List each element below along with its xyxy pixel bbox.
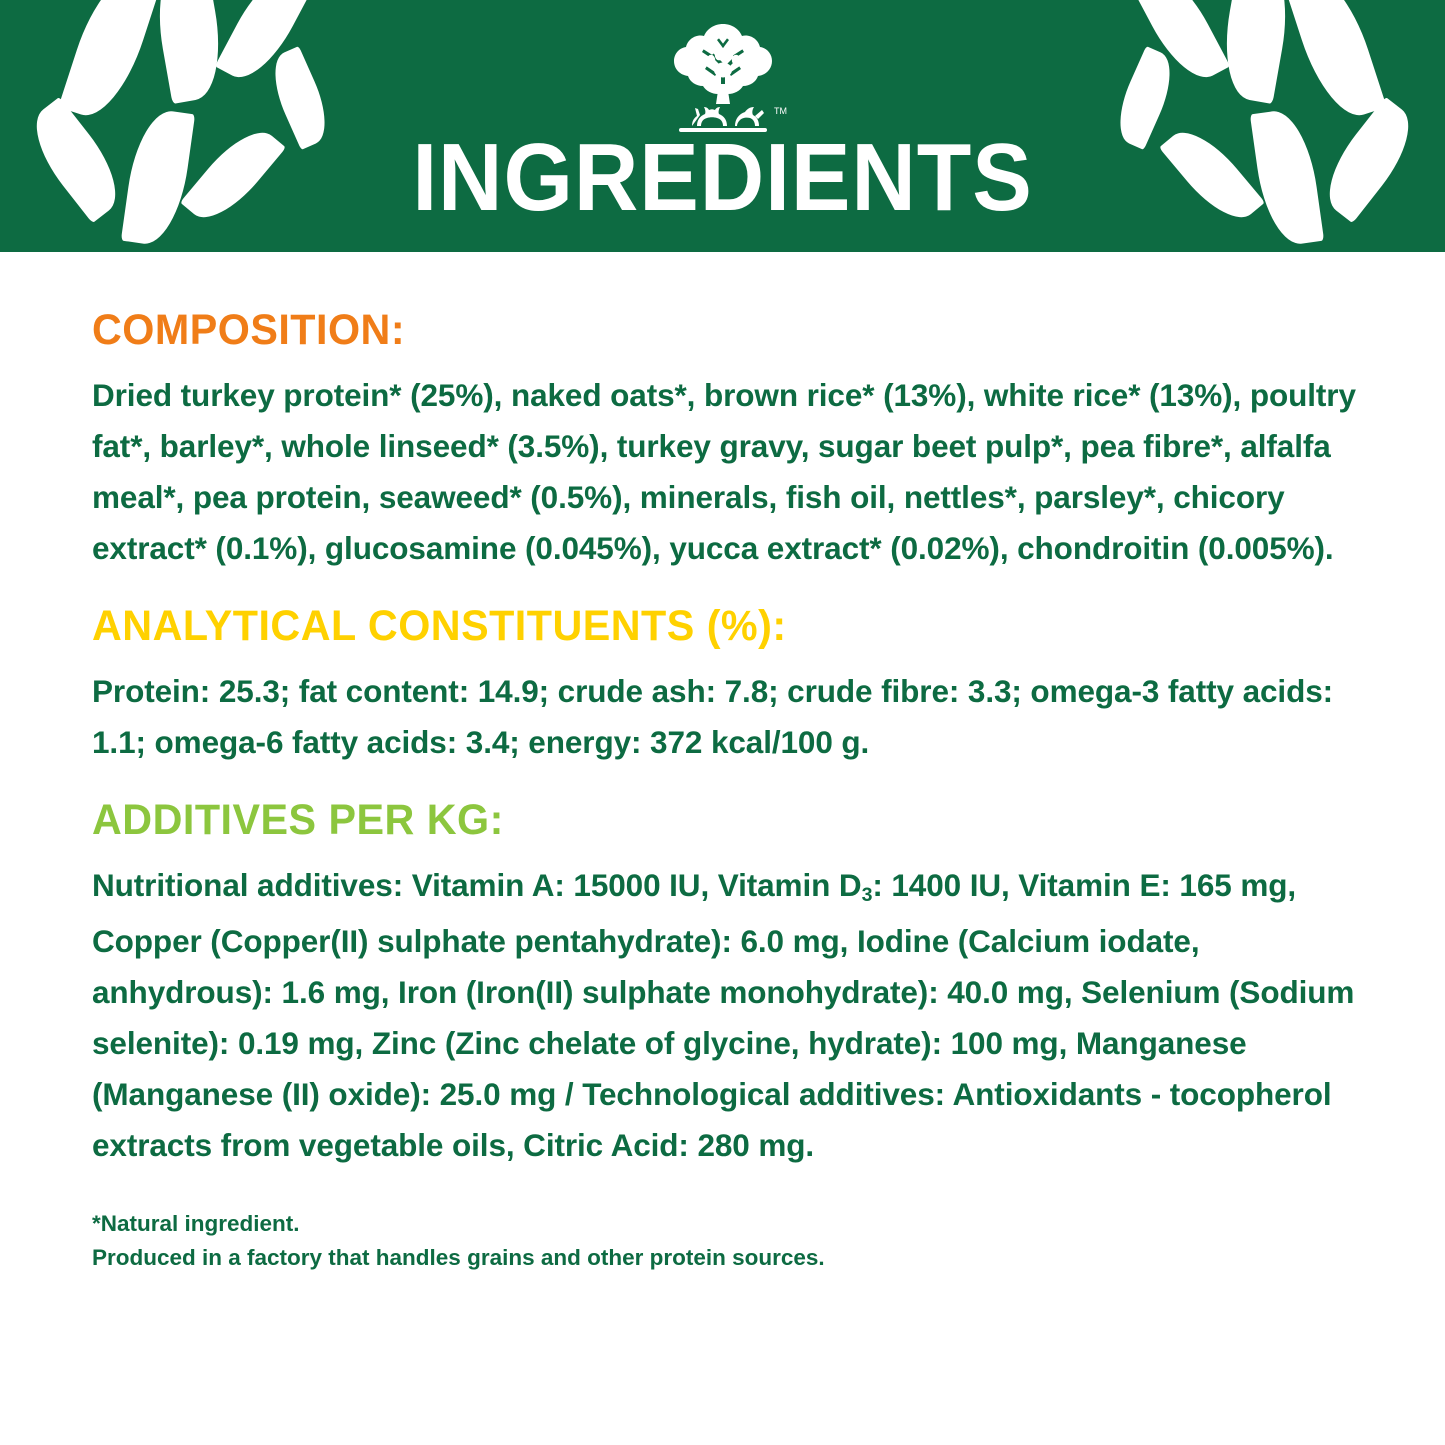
label-content [0,252,1445,1275]
footnotes [92,1207,1357,1275]
additives-text-part1: Nutritional additives: Vitamin A: 15000 IU, Vitamin D [92,867,862,903]
tree-with-paw-and-pets-logo-icon [643,18,803,134]
vitamin-d3-subscript: 3 [861,884,873,907]
trademark-label: TM [773,106,787,116]
additives-per-kg-section [92,794,1357,1171]
analytical-constituents-text: Protein: 25.3; fat content: 14.9; crude ash: 7.8; crude fibre: 3.3; omega-3 fatty acids: 1.1; omega-6 fatty acids: 3.4; energy: 372 kcal/100 g. [92,673,1334,760]
header-band [0,0,1445,252]
page-title: INGREDIENTS [412,124,1033,231]
additives-per-kg-text [92,860,1357,1171]
composition-section [92,304,1357,574]
composition-heading: COMPOSITION: [92,306,406,354]
header-decoration [0,0,1445,252]
footnote-factory-allergen: Produced in a factory that handles grains and other protein sources. [92,1245,825,1270]
composition-text: Dried turkey protein* (25%), naked oats*, brown rice* (13%), white rice* (13%), poultry fat*, barley*, whole linseed* (3.5%), turkey gravy, sugar beet pulp*, pea fibre*, alfalfa meal*, pea protein, seaweed* (0.5%), minerals, fish oil, nettles*, parsley*, chicory extract* (0.1%), glucosamine (0.045%), yucca extract* (0.02%), chondroitin (0.005%). [92,377,1356,566]
footnote-natural-ingredient: *Natural ingredient. [92,1211,300,1236]
additives-per-kg-heading: ADDITIVES PER KG: [92,796,504,844]
additives-text-part2: : 1400 IU, Vitamin E: 165 mg, Copper (Copper(II) sulphate pentahydrate): 6.0 mg, Iodine (Calcium iodate, anhydrous): 1.6 mg, Iron (Iron(II) sulphate monohydrate): 40.0 mg, Selenium (Sodium selenite): 0.19 mg, Zinc (Zinc chelate of glycine, hydrate): 100 mg, Manganese (Manganese (II) oxide): 25.0 mg / Technological additives: Antioxidants - tocopherol extracts from vegetable oils, Citric Acid: 280 mg. [92,867,1355,1163]
analytical-constituents-section [92,600,1357,768]
analytical-constituents-heading: ANALYTICAL CONSTITUENTS (%): [92,602,787,650]
